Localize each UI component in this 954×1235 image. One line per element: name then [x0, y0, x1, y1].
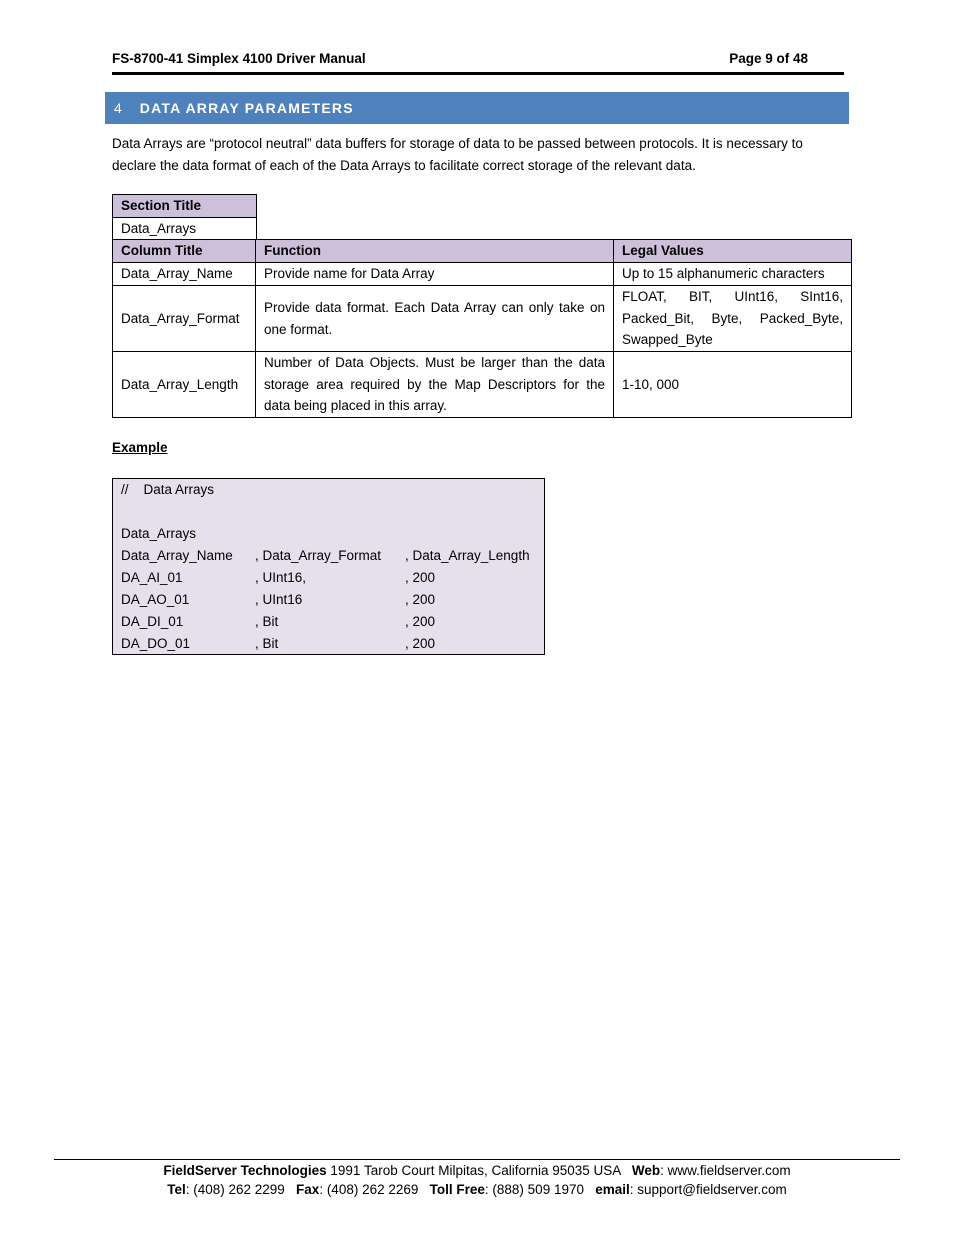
code-cell: , Bit	[255, 614, 279, 629]
page-number: Page 9 of 48	[729, 51, 808, 66]
code-cell: , Bit	[255, 636, 279, 651]
column-header-column-title: Column Title	[113, 240, 256, 263]
section-title-table	[112, 194, 257, 241]
table-cell: 1-10, 000	[614, 352, 852, 418]
code-cell: , Data_Array_Length	[405, 548, 530, 563]
footer-email-label: email	[595, 1182, 630, 1197]
code-line	[121, 611, 536, 633]
code-cell: DA_DI_01	[121, 614, 184, 629]
document-title: FS-8700-41 Simplex 4100 Driver Manual	[112, 51, 366, 66]
footer-company: FieldServer Technologies	[163, 1163, 327, 1178]
intro-paragraph: Data Arrays are “protocol neutral” data buffers for storage of data to be passed between protocols. It is necessary to declare the data format of each of the Data Arrays to facilitate correct storage of the relevant data.	[112, 136, 803, 173]
column-header-function: Function	[256, 240, 614, 263]
code-cell: , UInt16	[255, 592, 303, 607]
table-row	[113, 263, 852, 286]
code-line	[121, 633, 536, 655]
table-cell: Up to 15 alphanumeric characters	[614, 263, 852, 286]
code-section-name: Data_Arrays	[121, 526, 197, 541]
footer-web: : www.fieldserver.com	[660, 1163, 791, 1178]
code-cell: , 200	[405, 592, 436, 607]
table-cell: FLOAT, BIT, UInt16, SInt16, Packed_Bit, Byte, Packed_Byte, Swapped_Byte	[614, 286, 852, 352]
code-cell: , UInt16,	[255, 570, 307, 585]
footer-tollfree: : (888) 509 1970	[484, 1182, 596, 1197]
section-heading	[105, 92, 849, 124]
code-cell: DA_DO_01	[121, 636, 191, 651]
code-cell: , Data_Array_Format	[255, 548, 382, 563]
table-cell: Number of Data Objects. Must be larger than the data storage area required by the Map Descriptors for the data being placed in this array.	[256, 352, 614, 418]
code-cell: , 200	[405, 636, 436, 651]
footer-tollfree-label: Toll Free	[429, 1182, 485, 1197]
code-cell: DA_AO_01	[121, 592, 190, 607]
footer-web-label: Web	[631, 1163, 661, 1178]
column-header-legal-values: Legal Values	[614, 240, 852, 263]
footer-email: : support@fieldserver.com	[629, 1182, 787, 1197]
table-cell: Data_Array_Length	[113, 352, 256, 418]
table-cell: Data_Array_Format	[113, 286, 256, 352]
table-cell: Provide data format. Each Data Array can only take on one format.	[256, 286, 614, 352]
section-title-value: Data_Arrays	[113, 218, 257, 241]
footer-fax-label: Fax	[296, 1182, 320, 1197]
code-cell: , 200	[405, 614, 436, 629]
example-heading: Example	[112, 440, 168, 455]
table-cell: Provide name for Data Array	[256, 263, 614, 286]
section-number: 4	[114, 100, 122, 116]
footer-divider	[54, 1159, 900, 1160]
code-line	[121, 545, 536, 567]
table-cell: Data_Array_Name	[113, 263, 256, 286]
table-row	[113, 352, 852, 418]
footer-address: 1991 Tarob Court Milpitas, California 95035 USA	[326, 1163, 632, 1178]
code-cell: , 200	[405, 570, 436, 585]
footer-address-line	[54, 1163, 900, 1178]
section-title: DATA ARRAY PARAMETERS	[139, 100, 354, 116]
code-line	[121, 589, 536, 611]
footer-tel-label: Tel	[167, 1182, 186, 1197]
example-code-box	[112, 478, 545, 655]
footer-contact-line	[54, 1182, 900, 1197]
code-line	[121, 567, 536, 589]
header-divider	[112, 72, 844, 75]
parameters-table	[112, 239, 852, 418]
code-comment: // Data Arrays	[121, 482, 215, 497]
code-cell: DA_AI_01	[121, 570, 183, 585]
table-row	[113, 286, 852, 352]
footer-fax: : (408) 262 2269	[319, 1182, 430, 1197]
code-blank-line	[121, 501, 536, 523]
footer-tel: : (408) 262 2299	[185, 1182, 297, 1197]
section-title-header: Section Title	[113, 195, 257, 218]
code-cell: Data_Array_Name	[121, 548, 233, 563]
